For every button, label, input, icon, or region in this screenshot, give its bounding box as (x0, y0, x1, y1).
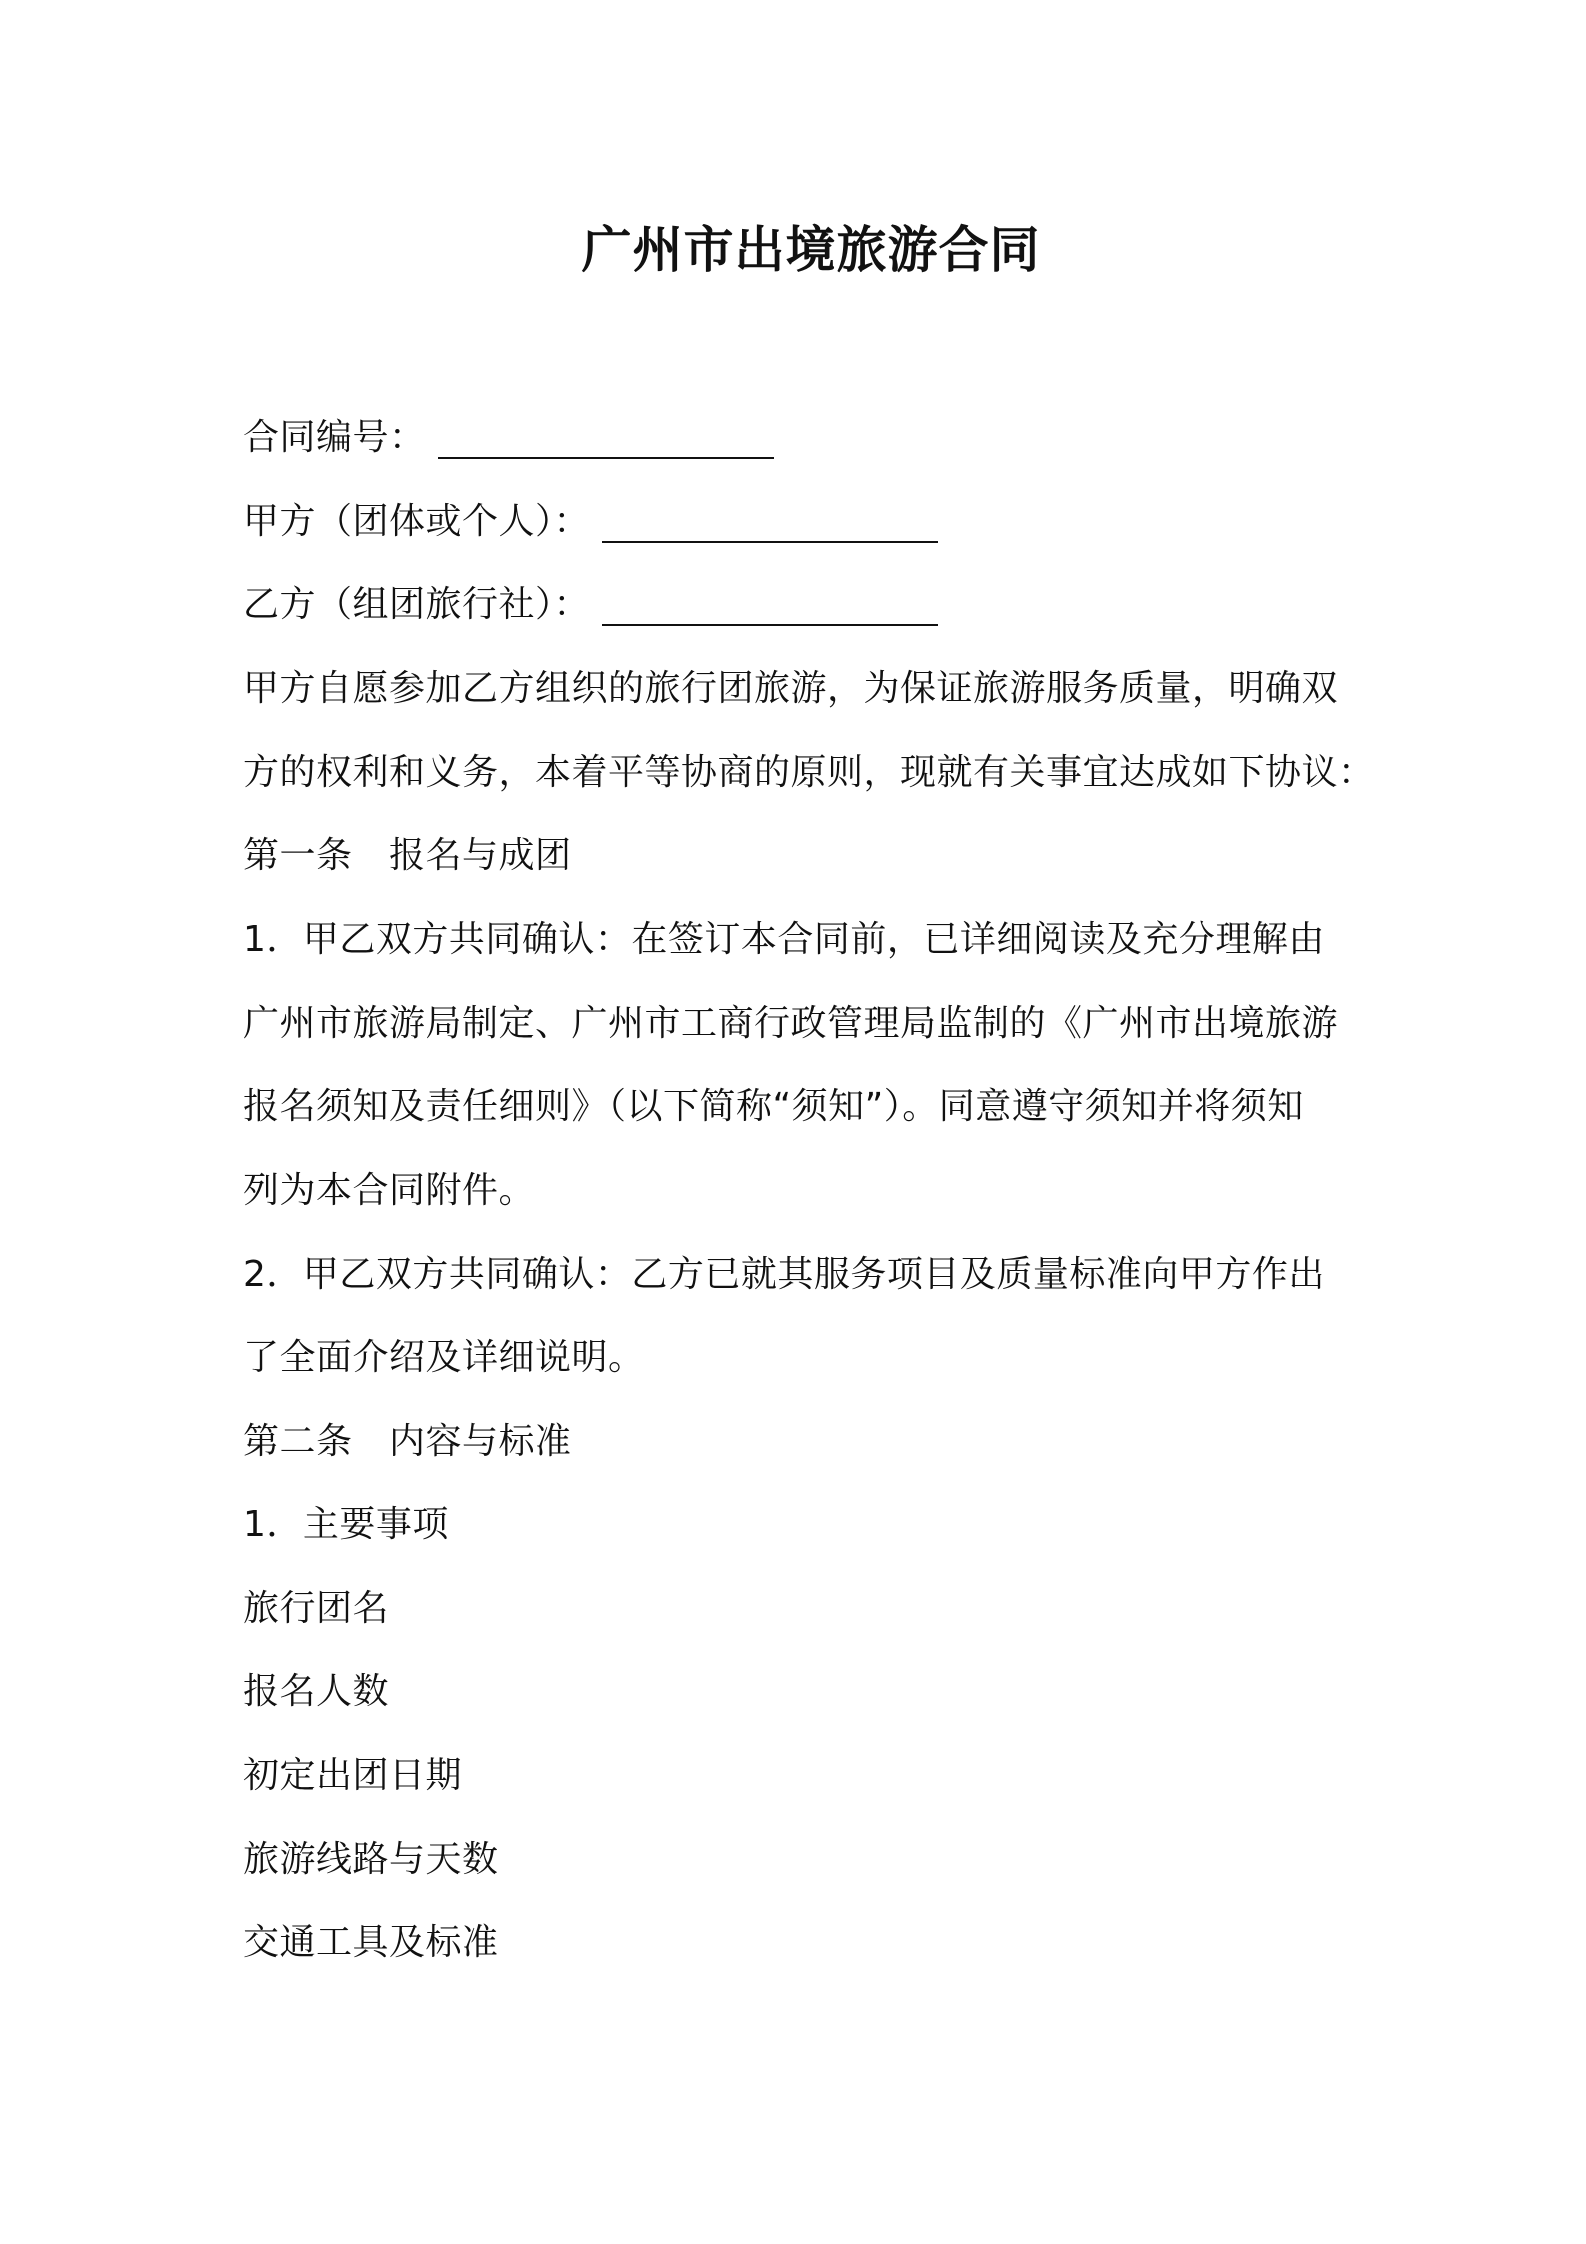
item-line: 报名人数 (243, 1671, 390, 1712)
body-line: 报名须知及责任细则》（以下简称“须知”）。同意遵守须知并将须知 (243, 1086, 1304, 1127)
blank-underline (602, 541, 938, 543)
field-party-b (243, 581, 938, 629)
field-contract-number (243, 414, 774, 462)
field-label: 乙方（组团旅行社）： (243, 584, 591, 625)
body-line: 列为本合同附件。 (243, 1170, 536, 1211)
body-line: 方的权利和义务，本着平等协商的原则，现就有关事宜达成如下协议： (243, 752, 1375, 793)
article-heading: 第一条 报名与成团 (243, 835, 572, 876)
item-line: 交通工具及标准 (243, 1922, 499, 1963)
item-heading: 1．主要事项 (243, 1504, 449, 1545)
blank-underline (438, 457, 774, 459)
body-line: 2．甲乙双方共同确认：乙方已就其服务项目及质量标准向甲方作出 (243, 1254, 1325, 1295)
body-line: 广州市旅游局制定、广州市工商行政管理局监制的《广州市出境旅游 (243, 1003, 1339, 1044)
field-party-a (243, 498, 938, 546)
body-line: 甲方自愿参加乙方组织的旅行团旅游，为保证旅游服务质量，明确双 (243, 668, 1339, 709)
item-line: 旅游线路与天数 (243, 1839, 499, 1880)
blank-underline (602, 624, 938, 626)
field-label: 甲方（团体或个人）： (243, 501, 591, 542)
article-heading: 第二条 内容与标准 (243, 1421, 572, 1462)
document-title: 广州市出境旅游合同 (581, 221, 1041, 279)
body-line: 1．甲乙双方共同确认：在签订本合同前，已详细阅读及充分理解由 (243, 919, 1325, 960)
item-line: 初定出团日期 (243, 1755, 463, 1796)
body-line: 了全面介绍及详细说明。 (243, 1337, 645, 1378)
item-line: 旅行团名 (243, 1588, 390, 1629)
field-label: 合同编号： (243, 417, 426, 458)
